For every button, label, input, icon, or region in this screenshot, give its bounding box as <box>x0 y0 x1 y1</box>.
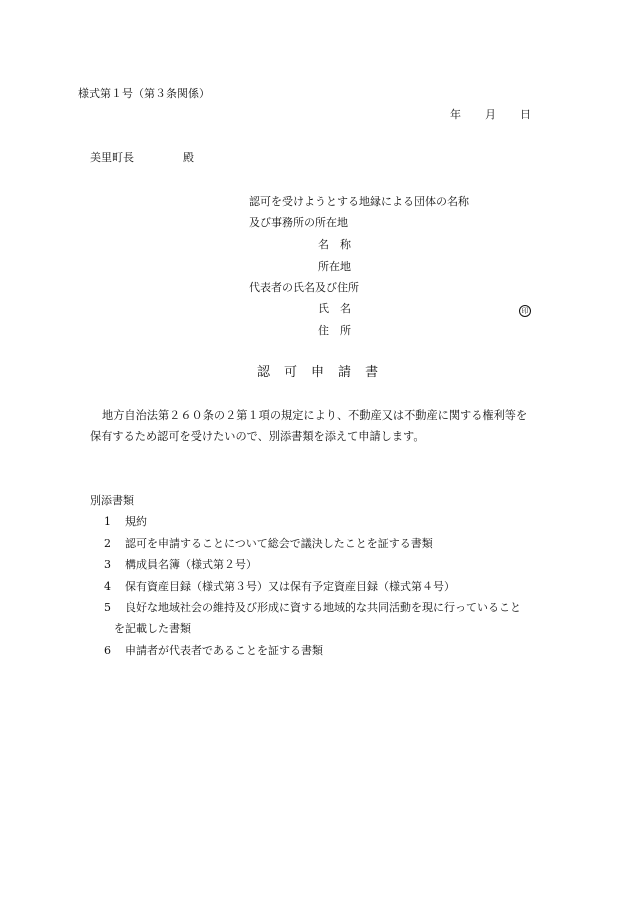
attachment-num: 6 <box>104 644 111 657</box>
attachment-text: 申請者が代表者であることを証する書類 <box>125 644 323 657</box>
title-char: 認 <box>257 365 271 380</box>
attachment-text: 構成員名簿（様式第２号） <box>125 558 257 571</box>
title-char: 申 <box>311 365 325 380</box>
address-label: 所在地 <box>318 260 351 273</box>
body-line-2: 保有するため認可を受けたいので、別添書類を添えて申請します。 <box>90 430 425 443</box>
seal-icon: 印 <box>519 305 531 317</box>
title-char: 書 <box>365 365 379 380</box>
attachment-continuation: を記載した書類 <box>114 622 191 635</box>
date-year: 年 <box>450 108 461 121</box>
date-month: 月 <box>485 108 496 121</box>
addressee-name: 美里町長 <box>90 151 134 164</box>
addressee-honorific: 殿 <box>183 151 194 164</box>
attachment-text: 良好な地域社会の維持及び形成に資する地域的な共同活動を現に行っていること <box>125 601 521 614</box>
attachments-heading: 別添書類 <box>90 494 134 507</box>
attachment-num: 2 <box>104 537 111 550</box>
attachment-num: 4 <box>104 580 111 593</box>
attachment-text: 認可を申請することについて総会で議決したことを証する書類 <box>125 537 433 550</box>
rep-address-label: 住 所 <box>318 324 351 337</box>
attachment-text: 保有資産目録（様式第３号）又は保有予定資産目録（様式第４号） <box>125 580 455 593</box>
name-label: 名 称 <box>318 238 351 251</box>
attachment-text: 規約 <box>125 515 147 528</box>
org-label-line2: 及び事務所の所在地 <box>249 216 348 229</box>
attachment-num: 5 <box>104 601 111 614</box>
document-title <box>257 366 378 380</box>
form-number: 様式第１号（第３条関係） <box>78 87 210 100</box>
body-line-1: 地方自治法第２６０条の２第１項の規定により、不動産又は不動産に関する権利等を <box>102 409 528 422</box>
attachment-num: 1 <box>104 515 111 528</box>
rep-name-label: 氏 名 <box>318 302 351 315</box>
rep-label: 代表者の氏名及び住所 <box>249 281 359 294</box>
attachment-num: 3 <box>104 558 111 571</box>
seal-mark <box>519 303 531 317</box>
date-day: 日 <box>520 108 531 121</box>
title-char: 可 <box>284 365 298 380</box>
org-label-line1: 認可を受けようとする地縁による団体の名称 <box>249 195 469 208</box>
title-char: 請 <box>338 365 352 380</box>
